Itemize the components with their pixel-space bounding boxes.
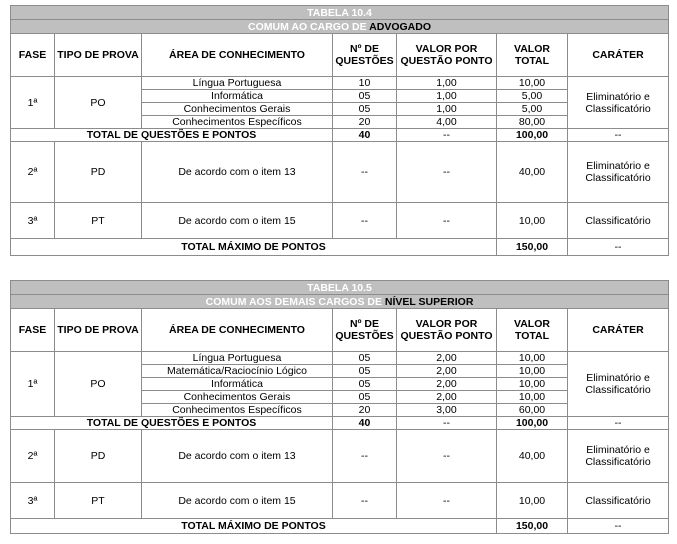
grand-total-character: -- [568, 239, 669, 256]
phase-cell: 1ª [11, 352, 55, 417]
grand-total-value: 150,00 [497, 519, 568, 534]
exam-type-cell: PD [55, 142, 142, 203]
area-cell: De acordo com o item 15 [142, 483, 333, 519]
value-per-question-cell: -- [397, 483, 497, 519]
subtotal-character: -- [568, 417, 669, 430]
table-subtitle-row [11, 20, 669, 34]
header-questoes: Nº DE QUESTÕES [333, 309, 397, 352]
questions-cell: -- [333, 203, 397, 239]
header-valor-questao: VALOR POR QUESTÃO PONTO [397, 34, 497, 77]
questions-cell: 10 [333, 77, 397, 90]
total-value-cell: 80,00 [497, 116, 568, 129]
header-tipo: TIPO DE PROVA [55, 309, 142, 352]
character-cell: Eliminatório e Classificatório [568, 430, 669, 483]
area-cell: Conhecimentos Específicos [142, 404, 333, 417]
phase-cell: 3ª [11, 203, 55, 239]
character-cell: Eliminatório e Classificatório [568, 77, 669, 129]
subtotal-questions: 40 [333, 417, 397, 430]
questions-cell: -- [333, 430, 397, 483]
grand-total-label: TOTAL MÁXIMO DE PONTOS [11, 239, 497, 256]
subtotal-row [11, 129, 669, 142]
grand-total-row [11, 519, 669, 534]
header-valor-total: VALOR TOTAL [497, 309, 568, 352]
header-tipo: TIPO DE PROVA [55, 34, 142, 77]
area-cell: De acordo com o item 13 [142, 430, 333, 483]
phase2-row [11, 142, 669, 203]
phase-cell: 3ª [11, 483, 55, 519]
phase-cell: 1ª [11, 77, 55, 129]
character-cell: Classificatório [568, 483, 669, 519]
header-valor-questao: VALOR POR QUESTÃO PONTO [397, 309, 497, 352]
table-title-row [11, 281, 669, 295]
table-row [11, 77, 669, 90]
subtotal-label: TOTAL DE QUESTÕES E PONTOS [11, 417, 333, 430]
table-10-5 [10, 280, 669, 534]
subtotal-value-per-question: -- [397, 129, 497, 142]
phase-cell: 2ª [11, 430, 55, 483]
total-value-cell: 10,00 [497, 391, 568, 404]
exam-type-cell: PT [55, 483, 142, 519]
table-title: TABELA 10.5 [11, 281, 669, 295]
total-value-cell: 40,00 [497, 430, 568, 483]
table-title: TABELA 10.4 [11, 6, 669, 20]
value-per-question-cell: -- [397, 203, 497, 239]
subtitle-highlight: ADVOGADO [369, 20, 431, 33]
questions-cell: 05 [333, 378, 397, 391]
questions-cell: -- [333, 142, 397, 203]
header-fase: FASE [11, 309, 55, 352]
header-area: ÁREA DE CONHECIMENTO [142, 309, 333, 352]
grand-total-value: 150,00 [497, 239, 568, 256]
table-10-4 [10, 5, 669, 256]
subtotal-value-per-question: -- [397, 417, 497, 430]
grand-total-character: -- [568, 519, 669, 534]
area-cell: Conhecimentos Gerais [142, 391, 333, 404]
character-cell: Eliminatório e Classificatório [568, 142, 669, 203]
questions-cell: -- [333, 483, 397, 519]
total-value-cell: 60,00 [497, 404, 568, 417]
exam-type-cell: PT [55, 203, 142, 239]
questions-cell: 05 [333, 103, 397, 116]
area-cell: Informática [142, 90, 333, 103]
exam-type-cell: PD [55, 430, 142, 483]
area-cell: Informática [142, 378, 333, 391]
total-value-cell: 10,00 [497, 483, 568, 519]
header-questoes: Nº DE QUESTÕES [333, 34, 397, 77]
total-value-cell: 10,00 [497, 365, 568, 378]
area-cell: Conhecimentos Gerais [142, 103, 333, 116]
total-value-cell: 40,00 [497, 142, 568, 203]
phase3-row [11, 483, 669, 519]
header-carater: CARÁTER [568, 309, 669, 352]
header-row [11, 309, 669, 352]
value-per-question-cell: 2,00 [397, 352, 497, 365]
total-value-cell: 10,00 [497, 352, 568, 365]
character-cell: Classificatório [568, 203, 669, 239]
area-cell: De acordo com o item 15 [142, 203, 333, 239]
questions-cell: 05 [333, 365, 397, 378]
value-per-question-cell: 2,00 [397, 378, 497, 391]
grand-total-label: TOTAL MÁXIMO DE PONTOS [11, 519, 497, 534]
subtotal-row [11, 417, 669, 430]
value-per-question-cell: 4,00 [397, 116, 497, 129]
table-title-row [11, 6, 669, 20]
value-per-question-cell: 1,00 [397, 90, 497, 103]
questions-cell: 05 [333, 90, 397, 103]
value-per-question-cell: 2,00 [397, 391, 497, 404]
total-value-cell: 10,00 [497, 378, 568, 391]
questions-cell: 20 [333, 404, 397, 417]
subtotal-questions: 40 [333, 129, 397, 142]
table-row [11, 352, 669, 365]
header-valor-total: VALOR TOTAL [497, 34, 568, 77]
questions-cell: 05 [333, 352, 397, 365]
character-cell: Eliminatório e Classificatório [568, 352, 669, 417]
total-value-cell: 10,00 [497, 203, 568, 239]
subtitle-prefix: COMUM AO CARGO DE [248, 20, 370, 33]
exam-type-cell: PO [55, 352, 142, 417]
subtitle-highlight: NÍVEL SUPERIOR [384, 295, 474, 308]
total-value-cell: 10,00 [497, 77, 568, 90]
value-per-question-cell: 1,00 [397, 77, 497, 90]
value-per-question-cell: -- [397, 142, 497, 203]
subtotal-total: 100,00 [497, 129, 568, 142]
header-area: ÁREA DE CONHECIMENTO [142, 34, 333, 77]
phase2-row [11, 430, 669, 483]
value-per-question-cell: 1,00 [397, 103, 497, 116]
subtitle-prefix: COMUM AOS DEMAIS CARGOS DE [205, 295, 385, 308]
total-value-cell: 5,00 [497, 90, 568, 103]
value-per-question-cell: -- [397, 430, 497, 483]
subtotal-total: 100,00 [497, 417, 568, 430]
header-carater: CARÁTER [568, 34, 669, 77]
grand-total-row [11, 239, 669, 256]
area-cell: Língua Portuguesa [142, 77, 333, 90]
header-row [11, 34, 669, 77]
value-per-question-cell: 3,00 [397, 404, 497, 417]
phase-cell: 2ª [11, 142, 55, 203]
questions-cell: 05 [333, 391, 397, 404]
exam-type-cell: PO [55, 77, 142, 129]
header-fase: FASE [11, 34, 55, 77]
subtotal-character: -- [568, 129, 669, 142]
table-subtitle [11, 20, 669, 34]
table-subtitle-row [11, 295, 669, 309]
total-value-cell: 5,00 [497, 103, 568, 116]
subtotal-label: TOTAL DE QUESTÕES E PONTOS [11, 129, 333, 142]
area-cell: Matemática/Raciocínio Lógico [142, 365, 333, 378]
area-cell: Língua Portuguesa [142, 352, 333, 365]
value-per-question-cell: 2,00 [397, 365, 497, 378]
phase3-row [11, 203, 669, 239]
area-cell: De acordo com o item 13 [142, 142, 333, 203]
table-subtitle [11, 295, 669, 309]
questions-cell: 20 [333, 116, 397, 129]
area-cell: Conhecimentos Específicos [142, 116, 333, 129]
